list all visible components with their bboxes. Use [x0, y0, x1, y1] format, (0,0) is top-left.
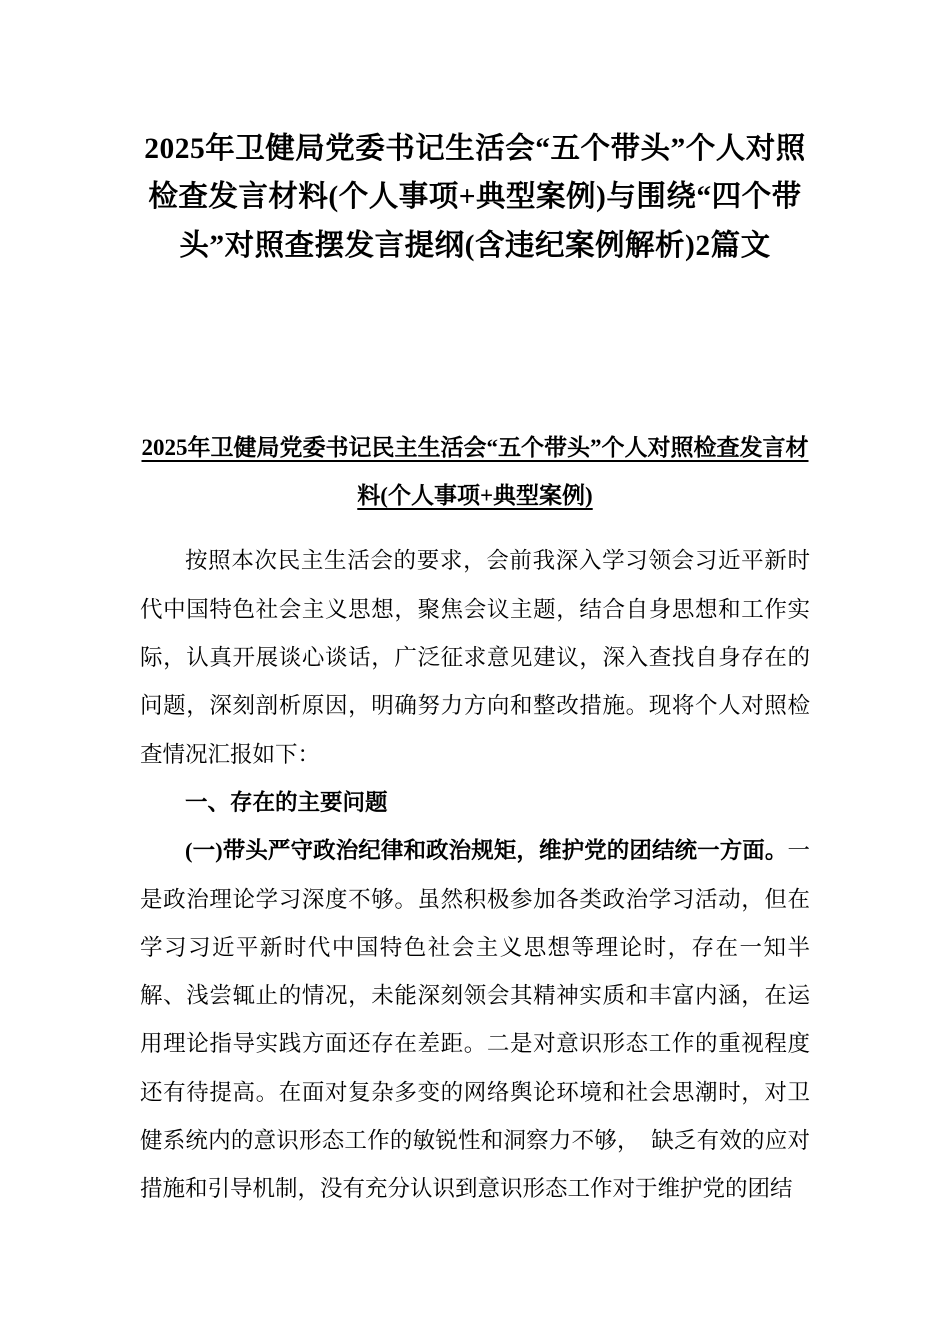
document-body: [140, 537, 810, 1213]
body-subheading: 一、存在的主要问题: [185, 789, 388, 815]
body-paragraph: (一)带头严守政治纪律和政治规矩，维护党的团结统一方面。一是政治理论学习深度不够。虽然积极参加各类政治学习活动，但在学习习近平新时代中国特色社会主义思想等理论时，存在一知半解、浅尝辄止的情况，未能深刻领会其精神实质和丰富内涵，在运用理论指导实践方面还存在差距。二是对意识形态工作的重视程度还有待提高。在面对复杂多变的网络舆论环境和社会思潮时，对卫健系统内的意识形态工作的敏锐性和洞察力不够， 缺乏有效的应对措施和引导机制，没有充分认识到意识形态工作对于维护党的团结: [140, 838, 810, 1202]
paragraph-lead-bold: (一)带头严守政治纪律和政治规矩，维护党的团结统一方面。: [185, 838, 788, 864]
section-heading: 2025年卫健局党委书记民主生活会“五个带头”个人对照检查发言材料(个人事项+典型案例): [141, 434, 809, 509]
body-paragraph: 按照本次民主生活会的要求，会前我深入学习领会习近平新时代中国特色社会主义思想，聚焦会议主题，结合自身思想和工作实际，认真开展谈心谈话，广泛征求意见建议，深入查找自身存在的问题，深刻剖析原因，明确努力方向和整改措施。现将个人对照检查情况汇报如下：: [140, 548, 810, 767]
document-title: 2025年卫健局党委书记生活会“五个带头”个人对照检查发言材料(个人事项+典型案例)与围绕“四个带头”对照查摆发言提纲(含违纪案例解析)2篇文: [144, 133, 806, 262]
